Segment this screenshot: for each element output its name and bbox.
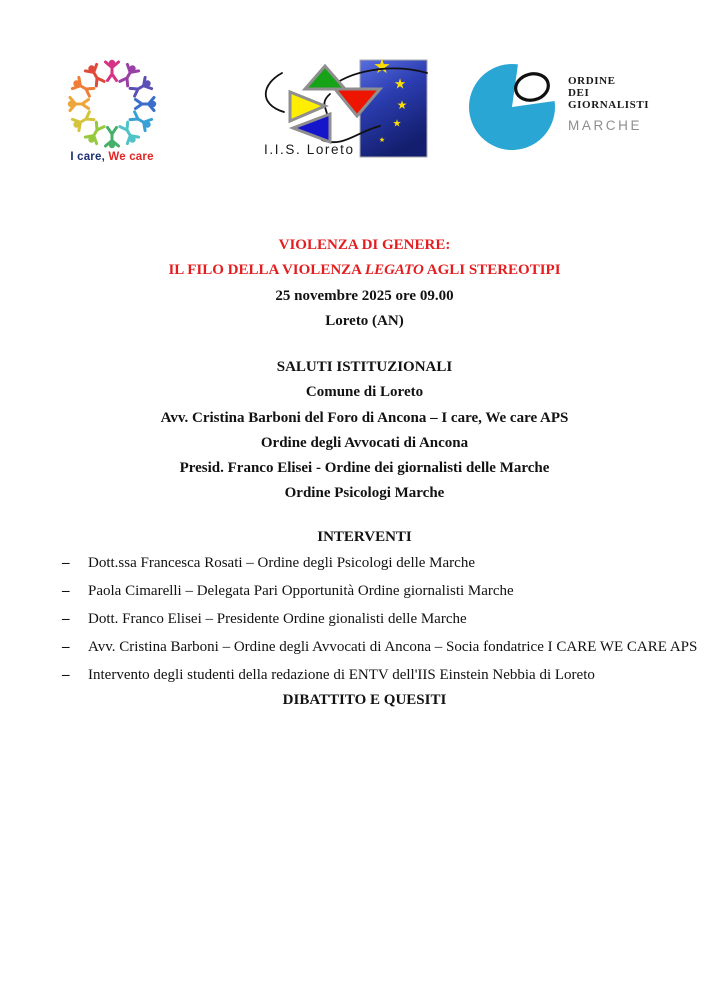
icare-figures [68, 60, 156, 148]
odg-ring [513, 70, 551, 103]
interventi-list [62, 549, 698, 689]
list-item [62, 661, 679, 689]
eu-flag-panel [360, 60, 427, 157]
title-block [62, 233, 667, 334]
list-item [62, 549, 679, 577]
icare-caption [60, 151, 164, 163]
interventi-heading-block [62, 525, 667, 550]
icare-wecare-logo [60, 56, 164, 166]
saluti-line: Presid. Franco Elisei - Ordine dei giornalisti delle Marche [179, 460, 550, 477]
title-line-2-pre: IL FILO DELLA VIOLENZA [168, 262, 365, 279]
bullet-dash: – [62, 638, 70, 655]
saluti-line: Ordine degli Avvocati di Ancona [260, 434, 469, 451]
saluti-heading: SALUTI ISTITUZIONALI [276, 359, 453, 375]
svg-text:★: ★ [393, 77, 407, 93]
list-item-text: Dott. Franco Elisei – Presidente Ordine gionalisti delle Marche [88, 610, 467, 627]
odg-pacman-icon [462, 55, 562, 150]
odg-wordmark [568, 75, 649, 133]
iis-loreto-logo [260, 56, 428, 162]
icare-caption-i-care: I care, [70, 151, 105, 163]
green-triangle [305, 66, 345, 89]
list-item [62, 577, 679, 605]
bullet-dash: – [62, 610, 70, 627]
list-item-text: Intervento degli studenti della redazione di ENTV dell'IIS Einstein Nebbia di Loreto [88, 666, 595, 683]
title-line-2-italic: LEGATO [364, 262, 424, 279]
svg-text:★: ★ [392, 118, 402, 130]
svg-text:★: ★ [378, 136, 386, 144]
list-item [62, 633, 698, 661]
ordine-giornalisti-logo [462, 55, 672, 150]
saluti-line: Avv. Cristina Barboni del Foro di Ancona – I care, We care APS [160, 409, 569, 426]
bullet-dash: – [62, 582, 70, 599]
svg-text:★: ★ [396, 98, 408, 112]
list-item-text: Avv. Cristina Barboni – Ordine degli Avvocati di Ancona – Socia fondatrice I CARE WE CARE APS [88, 638, 698, 655]
title-line-2-post: AGLI STEREOTIPI [423, 262, 561, 279]
saluti-line: Comune di Loreto [305, 384, 424, 401]
iis-caption: I.I.S. Loreto [264, 142, 355, 157]
svg-text:★: ★ [373, 56, 391, 78]
list-item-text: Paola Cimarelli – Delegata Pari Opportunità Ordine giornalisti Marche [88, 582, 514, 599]
saluti-section [62, 355, 667, 507]
list-item-text: Dott.ssa Francesca Rosati – Ordine degli Psicologi delle Marche [88, 554, 475, 571]
interventi-heading: INTERVENTI [317, 529, 412, 545]
odg-line-ordine: ORDINE [568, 75, 616, 87]
saluti-line: Ordine Psicologi Marche [284, 485, 445, 502]
odg-line-giornalisti: GIORNALISTI [568, 99, 650, 111]
icare-caption-we-care: We care [108, 151, 154, 163]
closing-heading-block [62, 688, 667, 713]
closing-heading: DIBATTITO E QUESITI [282, 692, 447, 708]
odg-line-dei: DEI [568, 87, 590, 99]
title-line-1: VIOLENZA DI GENERE: [278, 237, 451, 253]
event-date: 25 novembre 2025 ore 09.00 [275, 287, 454, 304]
odg-line-marche: MARCHE [568, 118, 643, 133]
title-line-2 [62, 258, 667, 283]
bullet-dash: – [62, 554, 70, 571]
icare-people-circle-icon [62, 56, 162, 150]
list-item [62, 605, 679, 633]
event-place: Loreto (AN) [325, 312, 404, 329]
bullet-dash: – [62, 666, 70, 683]
